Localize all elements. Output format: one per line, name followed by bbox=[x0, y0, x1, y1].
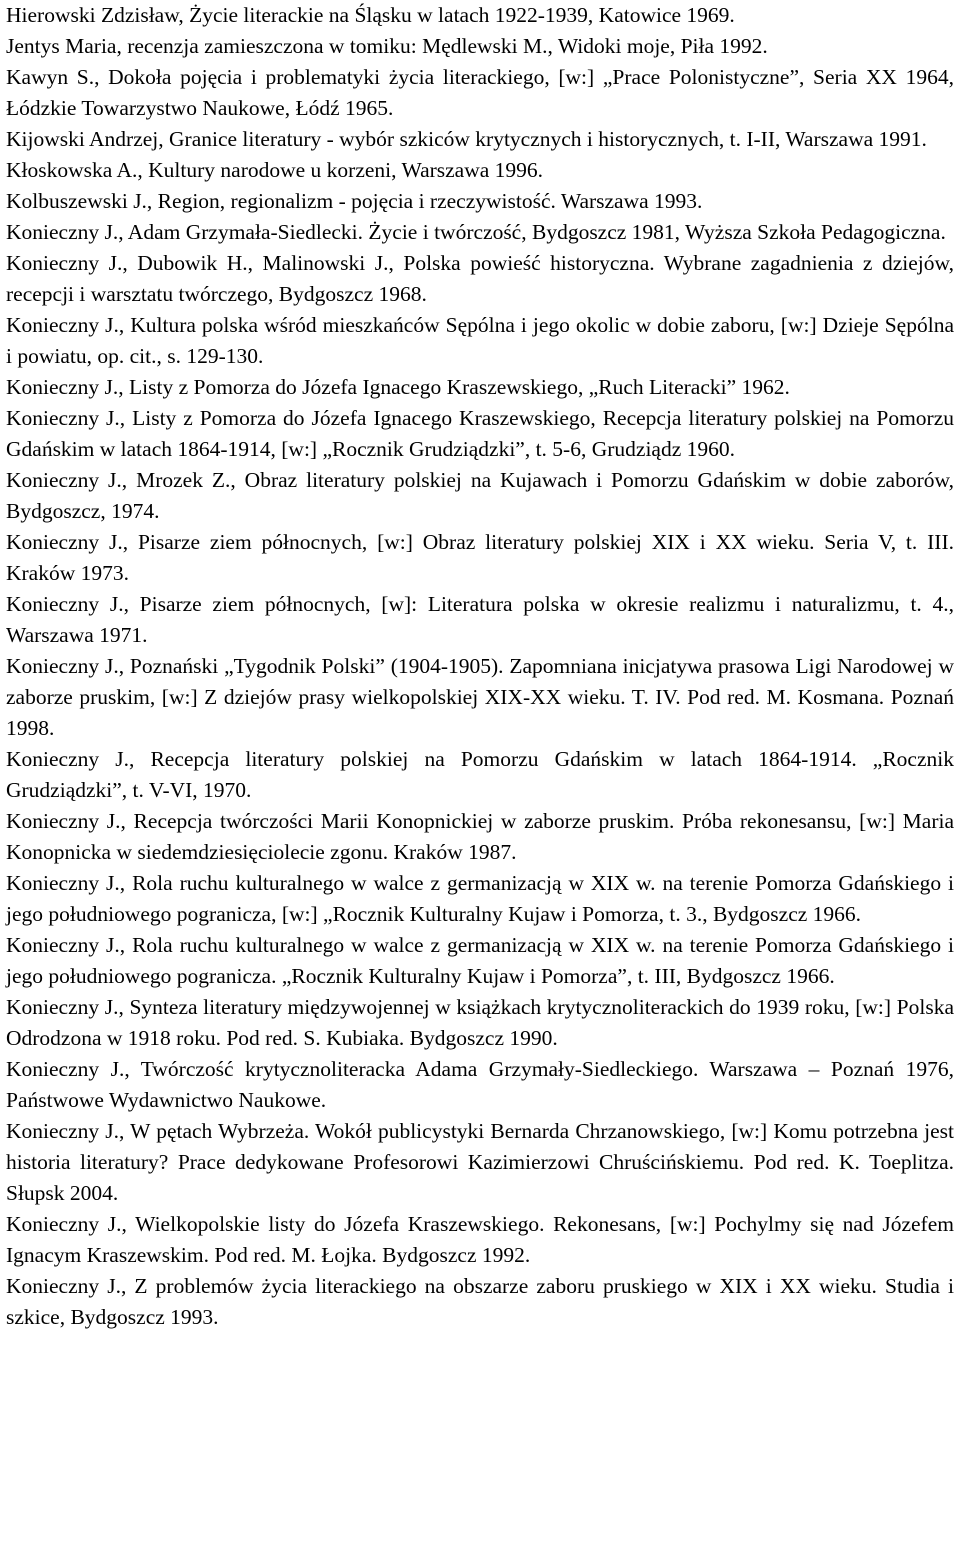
bibliography-entry: Konieczny J., Kultura polska wśród mieszkańców Sępólna i jego okolic w dobie zaboru, [w:] Dzieje Sępólna i powiatu, op. cit., s. 129-130. bbox=[6, 313, 954, 368]
bibliography-entry: Konieczny J., Recepcja literatury polskiej na Pomorzu Gdańskim w latach 1864-1914. „Rocznik Grudziądzki”, t. V-VI, 1970. bbox=[6, 747, 954, 802]
bibliography-entry: Konieczny J., Dubowik H., Malinowski J., Polska powieść historyczna. Wybrane zagadnienia z dziejów, recepcji i warsztatu twórczego, Bydgoszcz 1968. bbox=[6, 251, 954, 306]
bibliography-entry: Konieczny J., Listy z Pomorza do Józefa Ignacego Kraszewskiego, „Ruch Literacki” 1962. bbox=[6, 375, 790, 399]
bibliography-entry: Konieczny J., Pisarze ziem północnych, [w]: Literatura polska w okresie realizmu i naturalizmu, t. 4., Warszawa 1971. bbox=[6, 592, 954, 647]
bibliography-entry: Konieczny J., Synteza literatury międzywojennej w książkach krytycznoliterackich do 1939 roku, [w:] Polska Odrodzona w 1918 roku. Pod red. S. Kubiaka. Bydgoszcz 1990. bbox=[6, 995, 954, 1050]
bibliography-entry: Konieczny J., Pisarze ziem północnych, [w:] Obraz literatury polskiej XIX i XX wieku. Seria V, t. III. Kraków 1973. bbox=[6, 530, 954, 585]
bibliography-entry: Konieczny J., Mrozek Z., Obraz literatury polskiej na Kujawach i Pomorzu Gdańskim w dobie zaborów, Bydgoszcz, 1974. bbox=[6, 468, 954, 523]
bibliography-entry: Konieczny J., W pętach Wybrzeża. Wokół publicystyki Bernarda Chrzanowskiego, [w:] Komu potrzebna jest historia literatury? Prace dedykowane Profesorowi Kazimierzowi Chruścińskiemu. Pod red. K. Toeplitza. Słupsk 2004. bbox=[6, 1119, 954, 1205]
bibliography-entry: Konieczny J., Rola ruchu kulturalnego w walce z germanizacją w XIX w. na terenie Pomorza Gdańskiego i jego południowego pogranicza, [w:] „Rocznik Kulturalny Kujaw i Pomorza, t. 3., Bydgoszcz 1966. bbox=[6, 871, 954, 926]
bibliography-entry: Jentys Maria, recenzja zamieszczona w tomiku: Mędlewski M., Widoki moje, Piła 1992. bbox=[6, 34, 768, 58]
bibliography-entry: Konieczny J., Recepcja twórczości Marii Konopnickiej w zaborze pruskim. Próba rekonesansu, [w:] Maria Konopnicka w siedemdziesięciolecie zgonu. Kraków 1987. bbox=[6, 809, 954, 864]
bibliography-entry: Kolbuszewski J., Region, regionalizm - pojęcia i rzeczywistość. Warszawa 1993. bbox=[6, 189, 703, 213]
bibliography-entry: Kijowski Andrzej, Granice literatury - wybór szkiców krytycznych i historycznych, t. I-II, Warszawa 1991. bbox=[6, 127, 927, 151]
bibliography-entry: Konieczny J., Z problemów życia literackiego na obszarze zaboru pruskiego w XIX i XX wieku. Studia i szkice, Bydgoszcz 1993. bbox=[6, 1274, 954, 1329]
bibliography-entry: Kłoskowska A., Kultury narodowe u korzeni, Warszawa 1996. bbox=[6, 158, 544, 182]
bibliography-entry: Konieczny J., Rola ruchu kulturalnego w walce z germanizacją w XIX w. na terenie Pomorza Gdańskiego i jego południowego pogranicza. „Rocznik Kulturalny Kujaw i Pomorza”, t. III, Bydgoszcz 1966. bbox=[6, 933, 954, 988]
bibliography-entry: Hierowski Zdzisław, Życie literackie na Śląsku w latach 1922-1939, Katowice 1969. bbox=[6, 3, 735, 27]
bibliography-entry: Konieczny J., Adam Grzymała-Siedlecki. Życie i twórczość, Bydgoszcz 1981, Wyższa Szkoła Pedagogiczna. bbox=[6, 220, 946, 244]
bibliography-entry: Konieczny J., Wielkopolskie listy do Józefa Kraszewskiego. Rekonesans, [w:] Pochylmy się nad Józefem Ignacym Kraszewskim. Pod red. M. Łojka. Bydgoszcz 1992. bbox=[6, 1212, 954, 1267]
bibliography-entry: Konieczny J., Poznański „Tygodnik Polski” (1904-1905). Zapomniana inicjatywa prasowa Ligi Narodowej w zaborze pruskim, [w:] Z dziejów prasy wielkopolskiej XIX-XX wieku. T. IV. Pod red. M. Kosmana. Poznań 1998. bbox=[6, 654, 954, 740]
bibliography-entry: Konieczny J., Listy z Pomorza do Józefa Ignacego Kraszewskiego, Recepcja literatury polskiej na Pomorzu Gdańskim w latach 1864-1914, [w:] „Rocznik Grudziądzki”, t. 5-6, Grudziądz 1960. bbox=[6, 406, 954, 461]
bibliography-entry: Kawyn S., Dokoła pojęcia i problematyki życia literackiego, [w:] „Prace Polonistyczne”, Seria XX 1964, Łódzkie Towarzystwo Naukowe, Łódź 1965. bbox=[6, 65, 954, 120]
bibliography-list bbox=[6, 0, 954, 1333]
bibliography-entry: Konieczny J., Twórczość krytycznoliteracka Adama Grzymały-Siedleckiego. Warszawa – Poznań 1976, Państwowe Wydawnictwo Naukowe. bbox=[6, 1057, 954, 1112]
